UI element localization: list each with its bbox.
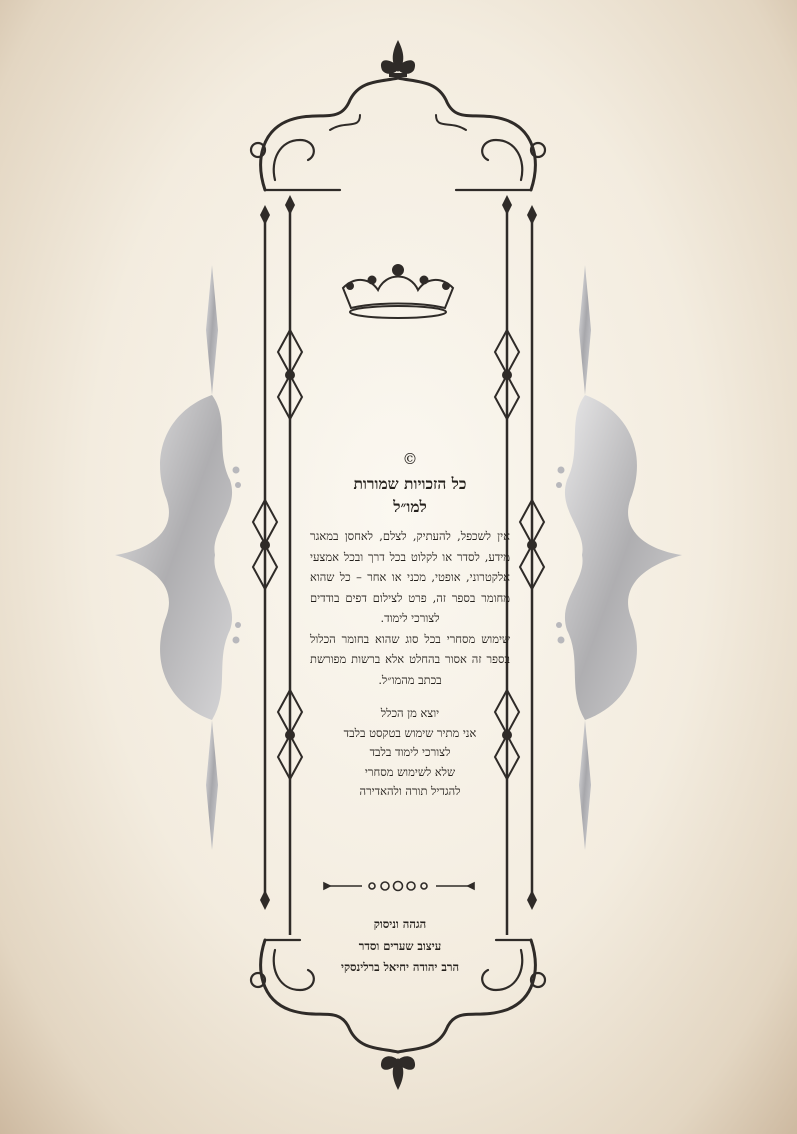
- fleur-de-lis-bottom: [381, 1056, 415, 1090]
- notice-line: יוצא מן הכלל: [380, 706, 440, 720]
- exception-notice: [310, 704, 510, 802]
- crown-icon: [343, 265, 453, 318]
- credit-line: הרב יהודה יחיאל ברלינסקי: [340, 960, 460, 974]
- copyright-symbol: ©: [402, 450, 418, 468]
- commercial-paragraph: שימוש מסחרי בכל סוג שהוא בחומר הכלול בספר זה אסור בהחלט אלא ברשות מפורשת בכתב מהמו״ל.: [310, 631, 510, 687]
- title-line: כל הזכויות שמורות: [353, 474, 467, 493]
- credit-line: הגהה וניסוק: [373, 917, 427, 931]
- side-flourish-right: [556, 265, 682, 850]
- notice-line: אני מתיר שימוש בטקסט בלבד: [343, 725, 477, 740]
- dots-divider: [324, 882, 474, 891]
- credit-line: עיצוב שערים וסדר: [358, 938, 442, 953]
- copyright-block: [310, 448, 510, 802]
- side-flourish-left: [115, 265, 241, 850]
- title-line: למו״ל: [393, 497, 427, 516]
- page-title: [310, 472, 510, 518]
- fleur-de-lis-top: [381, 40, 415, 77]
- notice-line: לצורכי לימוד בלבד: [369, 745, 451, 759]
- credits-block: [290, 914, 510, 979]
- rights-paragraph: אין לשכפל, להעתיק, לצלם, לאחסן במאגר מידע, לסדר או לקלוט בכל דרך ובכל אמצעי אלקטרוני, אופטי, מכני או אחר – כל שהוא מחומר בספר זה, פרט לצילום דפים בודדים לצורכי לימוד.: [310, 529, 510, 625]
- notice-line: להגדיל תורה ולהאדירה: [359, 784, 461, 798]
- top-scroll-ornament: [251, 78, 545, 190]
- notice-line: שלא לשימוש מסחרי: [364, 764, 456, 779]
